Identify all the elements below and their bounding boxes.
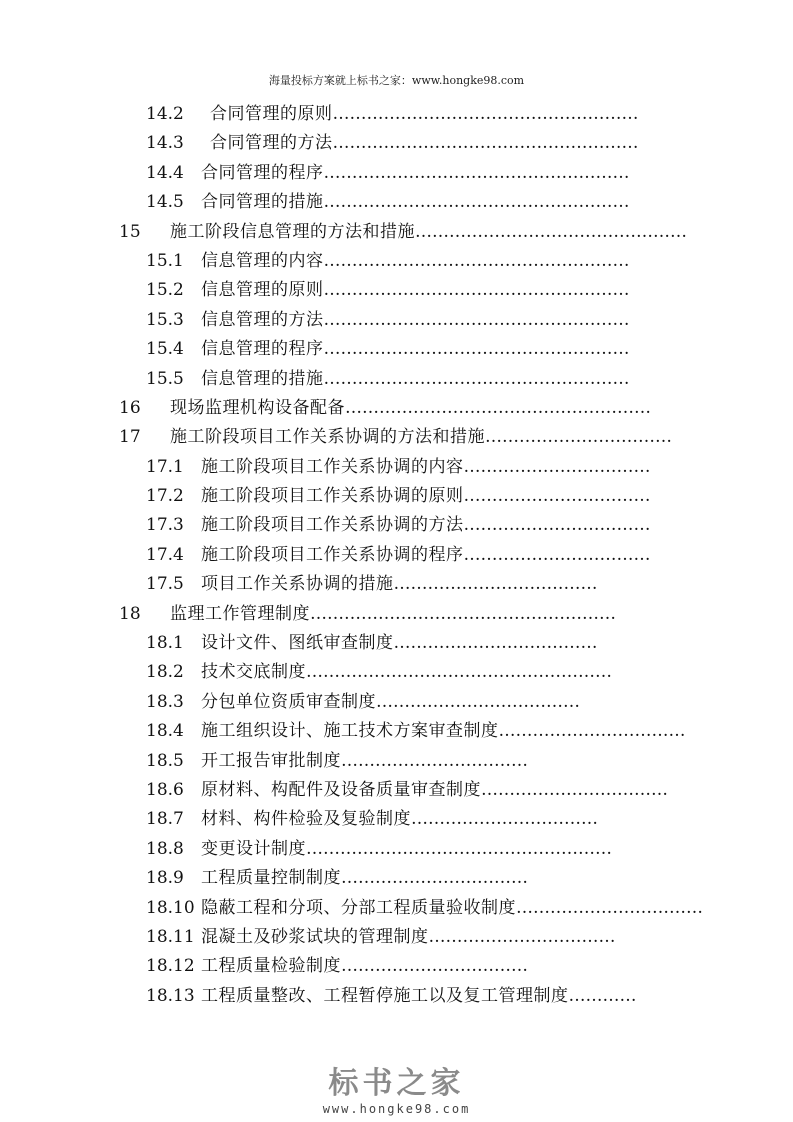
toc-entry[interactable] [0, 511, 793, 540]
toc-entry-title-text: 信息管理的措施 [201, 368, 324, 389]
toc-entry[interactable] [0, 570, 793, 599]
toc-entry-title-text: 施工阶段项目工作关系协调的方法 [201, 515, 464, 536]
toc-entry[interactable] [0, 629, 793, 658]
toc-leader-dots: …………………………… [498, 721, 686, 742]
toc-entry-number: 14.4 [146, 162, 184, 183]
toc-entry-title [201, 629, 598, 658]
toc-entry-number: 14.5 [146, 192, 184, 213]
toc-entry-number: 18.13 [146, 985, 195, 1006]
toc-leader-dots: ……………………………………………… [332, 104, 639, 124]
toc-entry-title-text: 项目工作关系协调的措施 [201, 574, 394, 595]
toc-entry-title [201, 776, 668, 805]
toc-entry-title-text: 变更设计制度 [201, 838, 306, 859]
toc-entry-number: 16 [119, 397, 141, 418]
toc-leader-dots: …………………………… [341, 956, 528, 977]
toc-entry-title [170, 218, 687, 247]
toc-entry-title-text: 信息管理的程序 [201, 339, 324, 360]
toc-entry-title-text: 合同管理的程序 [201, 162, 324, 183]
toc-entry-title [201, 747, 528, 776]
toc-entry-title-text: 工程质量整改、工程暂停施工以及复工管理制度 [201, 985, 569, 1006]
toc-leader-dots: ……………………………………………… [323, 339, 630, 360]
toc-entry-number: 17.4 [146, 544, 184, 565]
toc-entry-title-text: 合同管理的原则 [210, 104, 333, 124]
toc-entry-number: 18.12 [146, 956, 195, 977]
toc-leader-dots: …………………………… [411, 809, 598, 830]
toc-entry[interactable] [0, 541, 793, 570]
toc-entry-title-text: 监理工作管理制度 [170, 603, 310, 624]
toc-entry-title-text: 分包单位资质审查制度 [201, 691, 376, 712]
page-header: 海量投标方案就上标书之家：www.hongke98.com [268, 74, 525, 87]
toc-entry[interactable] [0, 218, 793, 247]
toc-entry-title [201, 453, 651, 482]
toc-leader-dots: …………………………… [428, 926, 616, 947]
toc-leader-dots: ……………………………………………… [306, 838, 612, 859]
toc-leader-dots: …………………………… [341, 868, 528, 889]
logo-text: 标书之家 [328, 1066, 465, 1101]
toc-entry-title-text: 合同管理的措施 [201, 192, 324, 213]
toc-entry[interactable] [0, 805, 793, 834]
toc-entry[interactable] [0, 129, 793, 158]
toc-entry-title-text: 开工报告审批制度 [201, 750, 341, 771]
toc-entry-title-text: 隐蔽工程和分项、分部工程质量验收制度 [201, 897, 516, 918]
toc-entry-title [201, 511, 651, 540]
toc-entry[interactable] [0, 747, 793, 776]
toc-entry-number: 15.1 [146, 250, 184, 271]
toc-entry[interactable] [0, 335, 793, 364]
toc-leader-dots: ……………………………… [376, 691, 580, 712]
toc-entry-number: 17.3 [146, 515, 184, 536]
toc-entry-number: 18.3 [146, 691, 184, 712]
toc-entry-title-text: 施工阶段项目工作关系协调的方法和措施 [170, 427, 485, 448]
toc-entry-title [201, 482, 651, 511]
toc-entry[interactable] [0, 394, 793, 423]
toc-leader-dots: …………………………… [516, 897, 703, 918]
toc-entry[interactable] [0, 423, 793, 452]
toc-entry-title [170, 423, 672, 452]
toc-leader-dots: ……………………………… [393, 574, 598, 595]
toc-leader-dots: ……………………………………………… [323, 250, 630, 271]
toc-entry-title [201, 570, 598, 599]
toc-entry-number: 17.2 [146, 486, 184, 507]
toc-entry-title [201, 541, 651, 570]
toc-entry-title-text: 施工阶段信息管理的方法和措施 [170, 221, 415, 242]
toc-entry-number: 17.5 [146, 574, 184, 595]
toc-entry[interactable] [0, 864, 793, 893]
toc-entry-number: 17.1 [146, 456, 184, 477]
toc-entry-title-text: 信息管理的方法 [201, 309, 324, 330]
toc-entry[interactable] [0, 188, 793, 217]
toc-entry-number: 15.3 [146, 309, 184, 330]
toc-entry[interactable] [0, 247, 793, 276]
toc-entry-title [201, 276, 630, 305]
toc-entry-number: 15.2 [146, 280, 184, 301]
toc-entry-number: 18.4 [146, 721, 184, 742]
toc-entry-title [201, 894, 703, 923]
toc-leader-dots: ………… [568, 985, 637, 1006]
toc-leader-dots: …………………………… [485, 427, 672, 448]
toc-entry-title-text: 信息管理的内容 [201, 250, 324, 271]
toc-entry-number: 18.11 [146, 926, 195, 947]
toc-leader-dots: …………………………… [463, 456, 651, 477]
toc-entry[interactable] [0, 923, 793, 952]
toc-entry-title [201, 923, 616, 952]
toc-entry-title-text: 材料、构件检验及复验制度 [201, 809, 411, 830]
toc-entry-title [210, 100, 639, 129]
toc-entry-title-text: 施工阶段项目工作关系协调的内容 [201, 456, 464, 477]
toc-entry-title [201, 365, 630, 394]
toc-leader-dots: ……………………………………………… [332, 133, 639, 154]
toc-entry[interactable] [0, 835, 793, 864]
toc-leader-dots: …………………………… [463, 544, 651, 565]
toc-entry-number: 15 [119, 221, 141, 242]
toc-entry-title-text: 现场监理机构设备配备 [170, 397, 345, 418]
toc-entry-title [201, 335, 630, 364]
toc-entry[interactable] [0, 365, 793, 394]
toc-leader-dots: ……………………………………………… [323, 309, 630, 330]
toc-entry-title [201, 306, 630, 335]
toc-entry[interactable] [0, 482, 793, 511]
toc-entry-number: 18.5 [146, 750, 184, 771]
toc-entry-title [210, 129, 639, 158]
toc-entry-title-text: 施工组织设计、施工技术方案审查制度 [201, 721, 499, 742]
toc-entry-number: 18.10 [146, 897, 195, 918]
toc-entry-number: 17 [119, 427, 141, 448]
toc-entry-title [201, 864, 528, 893]
toc-entry[interactable] [0, 952, 793, 981]
toc-entry-title-text: 信息管理的原则 [201, 280, 324, 301]
toc-entry-title-text: 原材料、构配件及设备质量审查制度 [201, 779, 481, 800]
toc-entry[interactable] [0, 982, 793, 1011]
toc-entry-title [170, 394, 651, 423]
toc-entry[interactable] [0, 159, 793, 188]
toc-leader-dots: …………………………… [463, 515, 651, 536]
toc-entry-title [201, 247, 630, 276]
logo-url: www.hongke98.com [322, 1102, 471, 1116]
toc-entry-title [201, 835, 612, 864]
toc-entry-title [201, 982, 637, 1011]
toc-entry-title [201, 159, 630, 188]
toc-entry[interactable] [0, 658, 793, 687]
toc-entry-number: 14.2 [146, 104, 184, 124]
toc-entry[interactable] [0, 276, 793, 305]
toc-entry-title [201, 805, 598, 834]
toc-entry-title-text: 混凝土及砂浆试块的管理制度 [201, 926, 429, 947]
toc-entry-number: 14.3 [146, 133, 184, 154]
toc-entry-title-text: 设计文件、图纸审查制度 [201, 633, 394, 654]
toc-entry-number: 15.5 [146, 368, 184, 389]
toc-leader-dots: ……………………………………………… [323, 368, 630, 389]
toc-leader-dots: ………………………………………… [415, 221, 687, 242]
footer-logo [0, 1066, 793, 1116]
toc-leader-dots: ……………………………………………… [323, 162, 630, 183]
toc-leader-dots: ……………………………………………… [345, 397, 651, 418]
toc-leader-dots: ……………………………………………… [310, 603, 616, 624]
toc-leader-dots: …………………………… [481, 779, 668, 800]
toc-entry-title [201, 188, 630, 217]
toc-entry-number: 18.6 [146, 779, 184, 800]
toc-entry[interactable] [0, 306, 793, 335]
toc-entry-title-text: 合同管理的方法 [210, 133, 333, 154]
toc-entry[interactable] [0, 453, 793, 482]
toc-entry-title [201, 658, 612, 687]
toc-entry[interactable] [0, 600, 793, 629]
toc-entry-number: 18.1 [146, 633, 184, 654]
table-of-contents [0, 100, 793, 1011]
toc-entry-title [201, 952, 528, 981]
toc-entry-number: 18.8 [146, 838, 184, 859]
toc-entry[interactable] [0, 100, 793, 129]
toc-leader-dots: ……………………………………………… [323, 192, 630, 213]
toc-entry-title-text: 工程质量检验制度 [201, 956, 341, 977]
toc-entry[interactable] [0, 717, 793, 746]
toc-entry-title [201, 717, 686, 746]
toc-entry-number: 18.2 [146, 662, 184, 683]
toc-entry-title-text: 工程质量控制制度 [201, 868, 341, 889]
toc-leader-dots: ……………………………… [393, 633, 598, 654]
toc-entry-title-text: 施工阶段项目工作关系协调的原则 [201, 486, 464, 507]
toc-entry-title [201, 688, 580, 717]
toc-entry-number: 18.9 [146, 868, 184, 889]
toc-leader-dots: …………………………… [463, 486, 651, 507]
toc-entry-title-text: 技术交底制度 [201, 662, 306, 683]
toc-leader-dots: ……………………………………………… [323, 280, 630, 301]
toc-entry-title [170, 600, 616, 629]
toc-leader-dots: ……………………………………………… [306, 662, 612, 683]
toc-entry[interactable] [0, 776, 793, 805]
toc-entry[interactable] [0, 688, 793, 717]
toc-entry-title-text: 施工阶段项目工作关系协调的程序 [201, 544, 464, 565]
toc-entry[interactable] [0, 894, 793, 923]
toc-entry-number: 18.7 [146, 809, 184, 830]
toc-entry-number: 18 [119, 603, 141, 624]
toc-entry-number: 15.4 [146, 339, 184, 360]
toc-leader-dots: …………………………… [341, 750, 528, 771]
